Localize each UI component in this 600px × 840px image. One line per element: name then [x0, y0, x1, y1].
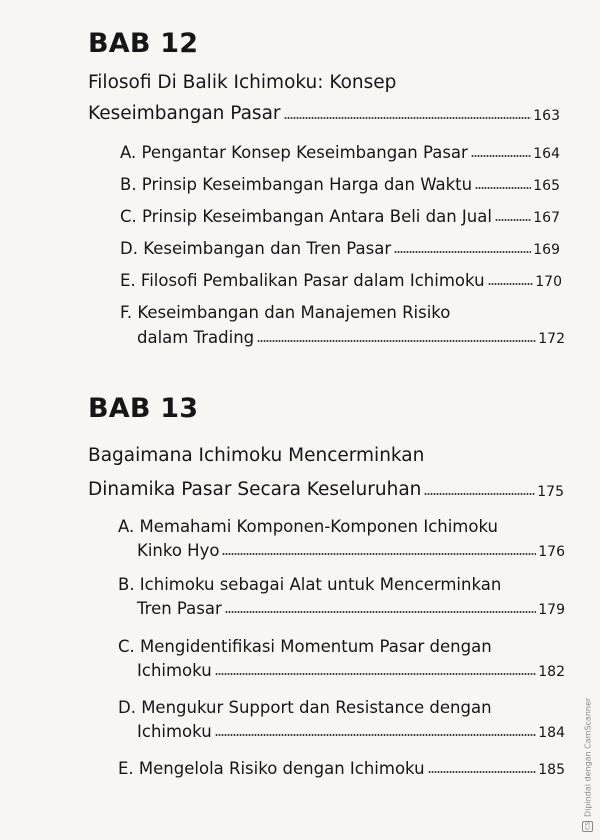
toc-entry-text-line1: D. Mengukur Support dan Resistance dengan: [118, 698, 492, 717]
leader-dots: [394, 251, 531, 253]
toc-entry-text-line2: Ichimoku: [137, 722, 212, 741]
toc-entry: [137, 541, 565, 560]
toc-entry-page: 184: [538, 725, 565, 741]
toc-entry-page: 169: [533, 242, 560, 258]
leader-dots: [215, 673, 537, 675]
leader-dots: [488, 283, 534, 285]
toc-entry-text: E. Filosofi Pembalikan Pasar dalam Ichimoku: [120, 271, 485, 290]
toc-entry-text: B. Prinsip Keseimbangan Harga dan Waktu: [120, 175, 473, 194]
toc-entry-text: E. Mengelola Risiko dengan Ichimoku: [118, 759, 425, 778]
toc-entry-page: 170: [535, 274, 562, 290]
chapter-13-title-line1: Bagaimana Ichimoku Mencerminkan: [88, 445, 425, 466]
toc-entry-page: 167: [533, 210, 560, 226]
toc-entry: [137, 722, 565, 741]
toc-entry: [137, 599, 565, 618]
leader-dots: [222, 553, 536, 555]
toc-entry-text-line1: A. Memahami Komponen-Komponen Ichimoku: [118, 517, 498, 536]
toc-entry-text-line1: C. Mengidentifikasi Momentum Pasar dengan: [118, 637, 492, 656]
leader-dots: [215, 734, 537, 736]
leader-dots: [257, 340, 536, 342]
leader-dots: [424, 493, 535, 495]
chapter-12-page: 163: [533, 108, 560, 124]
leader-dots: [471, 155, 531, 157]
toc-entry: [120, 207, 560, 226]
toc-entry-text-line2: dalam Trading: [137, 328, 255, 347]
chapter-13-title-line2: Dinamika Pasar Secara Keseluruhan: [88, 479, 422, 500]
toc-entry: [118, 759, 565, 778]
leader-dots: [475, 187, 531, 189]
leader-dots: [495, 219, 531, 221]
toc-entry-text: A. Pengantar Konsep Keseimbangan Pasar: [120, 143, 468, 162]
chapter-13-page: 175: [537, 484, 564, 500]
leader-dots: [428, 771, 537, 773]
toc-entry-page: 179: [538, 602, 565, 618]
watermark-text: Dipindai dengan CamScanner: [583, 697, 593, 817]
toc-entry-text-line2: Tren Pasar: [137, 599, 222, 618]
toc-entry-page: 172: [538, 331, 565, 347]
toc-entry-page: 165: [533, 178, 560, 194]
toc-entry-text-line1: F. Keseimbangan dan Manajemen Risiko: [120, 303, 451, 322]
chapter-12-heading: BAB 12: [88, 28, 199, 59]
toc-entry: [137, 328, 565, 347]
toc-entry: [120, 271, 562, 290]
camscanner-icon: CS: [584, 822, 592, 831]
toc-entry-page: 164: [533, 146, 560, 162]
toc-entry-text-line2: Kinko Hyo: [137, 541, 220, 560]
toc-entry-page: 176: [538, 544, 565, 560]
leader-dots: [225, 611, 537, 613]
chapter-12-title-line1: Filosofi Di Balik Ichimoku: Konsep: [88, 72, 397, 93]
chapter-13-heading: BAB 13: [88, 393, 199, 424]
toc-entry-text-line1: B. Ichimoku sebagai Alat untuk Mencerminkan: [118, 575, 502, 594]
toc-entry: [137, 661, 565, 680]
toc-entry: [120, 239, 560, 258]
toc-entry: [120, 175, 560, 194]
chapter-12-title-line2: Keseimbangan Pasar: [88, 103, 281, 124]
chapter-13-title-row: [88, 479, 564, 500]
toc-entry-text: D. Keseimbangan dan Tren Pasar: [120, 239, 392, 258]
toc-entry-text-line2: Ichimoku: [137, 661, 212, 680]
leader-dots: [284, 117, 532, 119]
toc-entry-page: 185: [538, 762, 565, 778]
toc-entry: [120, 143, 560, 162]
toc-entry-page: 182: [538, 664, 565, 680]
camscanner-watermark: [582, 692, 594, 832]
chapter-12-title-row: [88, 103, 560, 124]
toc-entry-text: C. Prinsip Keseimbangan Antara Beli dan Jual: [120, 207, 492, 226]
